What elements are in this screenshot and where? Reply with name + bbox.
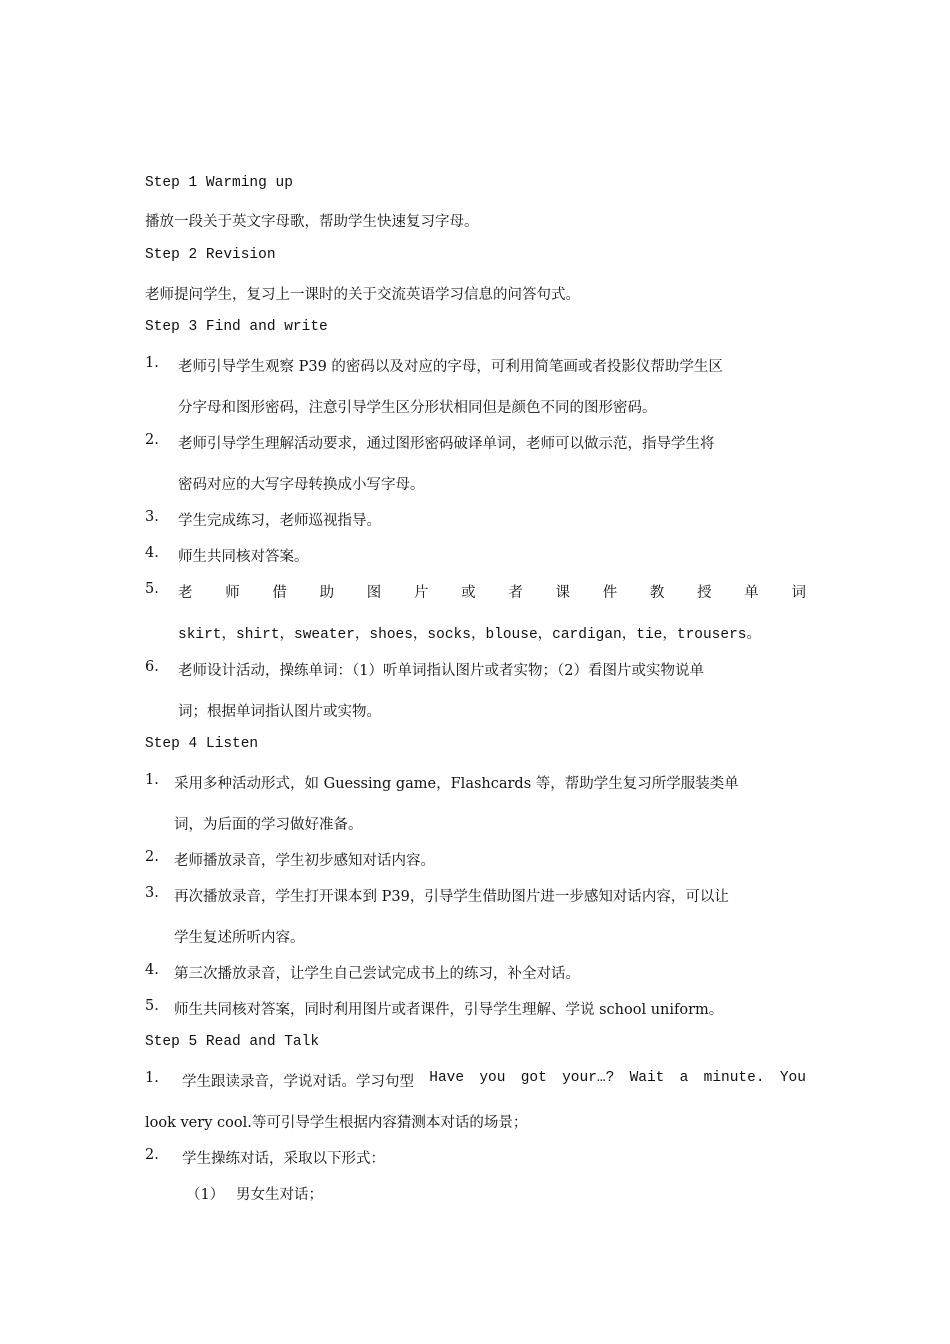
step3-item2-line2: 密码对应的大写字母转换成小写字母。 <box>178 477 425 493</box>
step3-item6-line1: 老师设计活动，操练单词：（1）听单词指认图片或者实物；（2）看图片或实物说单 <box>178 663 704 679</box>
step5-item1-line2: look very cool.等可引导学生根据内容猜测本对话的场景； <box>145 1115 528 1131</box>
sentence-part: minute. <box>703 1070 765 1086</box>
char: 或 <box>461 585 476 601</box>
step2-text: 老师提问学生，复习上一课时的关于交流英语学习信息的问答句式。 <box>145 287 580 303</box>
char: 单 <box>744 585 759 601</box>
sentence-part: You <box>779 1070 806 1086</box>
step1-heading: Step 1 Warming up <box>145 175 293 191</box>
step3-item3-text: 学生完成练习，老师巡视指导。 <box>178 513 381 529</box>
char: 助 <box>319 585 335 601</box>
sentence-part: a <box>679 1070 689 1086</box>
step4-item2-number: 2. <box>145 849 159 865</box>
step4-item3-line1: 再次播放录音，学生打开课本到 P39，引导学生借助图片进一步感知对话内容，可以让 <box>174 889 729 905</box>
step4-item4-number: 4. <box>145 962 159 978</box>
step3-item6-line2: 词；根据单词指认图片或实物。 <box>178 704 381 720</box>
step5-sub1-text: 男女生对话； <box>236 1187 323 1203</box>
step4-item3-line2: 学生复述所听内容。 <box>174 930 305 946</box>
step3-item1-line1: 老师引导学生观察 P39 的密码以及对应的字母，可利用简笔画或者投影仪帮助学生区 <box>178 359 723 375</box>
step3-item5-word-list: skirt，shirt，sweater，shoes，socks，blouse，cardigan，tie，trousers。 <box>178 627 761 643</box>
sentence-part: Wait <box>629 1070 665 1086</box>
sentence-part: got <box>520 1070 547 1086</box>
sentence-part: Have <box>429 1070 465 1086</box>
step5-item2-text: 学生操练对话，采取以下形式： <box>182 1151 385 1167</box>
step3-item6-number: 6. <box>145 659 159 675</box>
step1-text: 播放一段关于英文字母歌，帮助学生快速复习字母。 <box>145 214 479 230</box>
char: 师 <box>225 585 240 601</box>
step4-item2-text: 老师播放录音，学生初步感知对话内容。 <box>174 853 435 869</box>
step3-item3-number: 3. <box>145 509 159 525</box>
step4-item3-number: 3. <box>145 885 159 901</box>
char: 图 <box>366 585 382 601</box>
step3-item1-number: 1. <box>145 355 159 371</box>
sentence-part: 学生跟读录音，学说对话。学习句型 <box>182 1074 414 1090</box>
step3-item2-line1: 老师引导学生理解活动要求，通过图形密码破译单词，老师可以做示范，指导学生将 <box>178 436 715 452</box>
step4-item1-number: 1. <box>145 772 159 788</box>
step5-item1-line1 <box>182 1070 806 1091</box>
step5-item2-number: 2. <box>145 1147 159 1163</box>
sentence-part: your…? <box>562 1070 615 1086</box>
step4-item4-text: 第三次播放录音，让学生自己尝试完成书上的练习，补全对话。 <box>174 966 580 982</box>
step5-heading: Step 5 Read and Talk <box>145 1034 320 1050</box>
step4-item5-text: 师生共同核对答案，同时利用图片或者课件，引导学生理解、学说 school uniform。 <box>174 1002 724 1018</box>
step4-item5-number: 5. <box>145 998 159 1014</box>
step4-item1-line2: 词，为后面的学习做好准备。 <box>174 817 363 833</box>
step3-item5-number: 5. <box>145 581 159 597</box>
step5-sub1-number: （1） <box>186 1187 225 1203</box>
step3-heading: Step 3 Find and write <box>145 319 328 335</box>
step4-item1-line1: 采用多种活动形式，如 Guessing game，Flashcards 等，帮助学生复习所学服装类单 <box>174 776 739 792</box>
step3-item2-number: 2. <box>145 432 159 448</box>
step3-item4-text: 师生共同核对答案。 <box>178 549 309 565</box>
step3-item1-line2: 分字母和图形密码，注意引导学生区分形状相同但是颜色不同的图形密码。 <box>178 400 657 416</box>
char: 课 <box>555 585 570 601</box>
char: 片 <box>413 585 429 601</box>
step3-item4-number: 4. <box>145 545 159 561</box>
step3-item5-line1 <box>178 581 806 602</box>
step5-item1-number: 1. <box>145 1070 159 1086</box>
char: 老 <box>178 585 193 601</box>
step4-heading: Step 4 Listen <box>145 736 259 752</box>
char: 教 <box>649 585 665 601</box>
char: 借 <box>272 585 287 601</box>
sentence-part: you <box>479 1070 506 1086</box>
char: 授 <box>697 585 712 601</box>
char: 词 <box>791 585 806 601</box>
step2-heading: Step 2 Revision <box>145 247 276 263</box>
char: 者 <box>508 585 523 601</box>
char: 件 <box>602 585 618 601</box>
